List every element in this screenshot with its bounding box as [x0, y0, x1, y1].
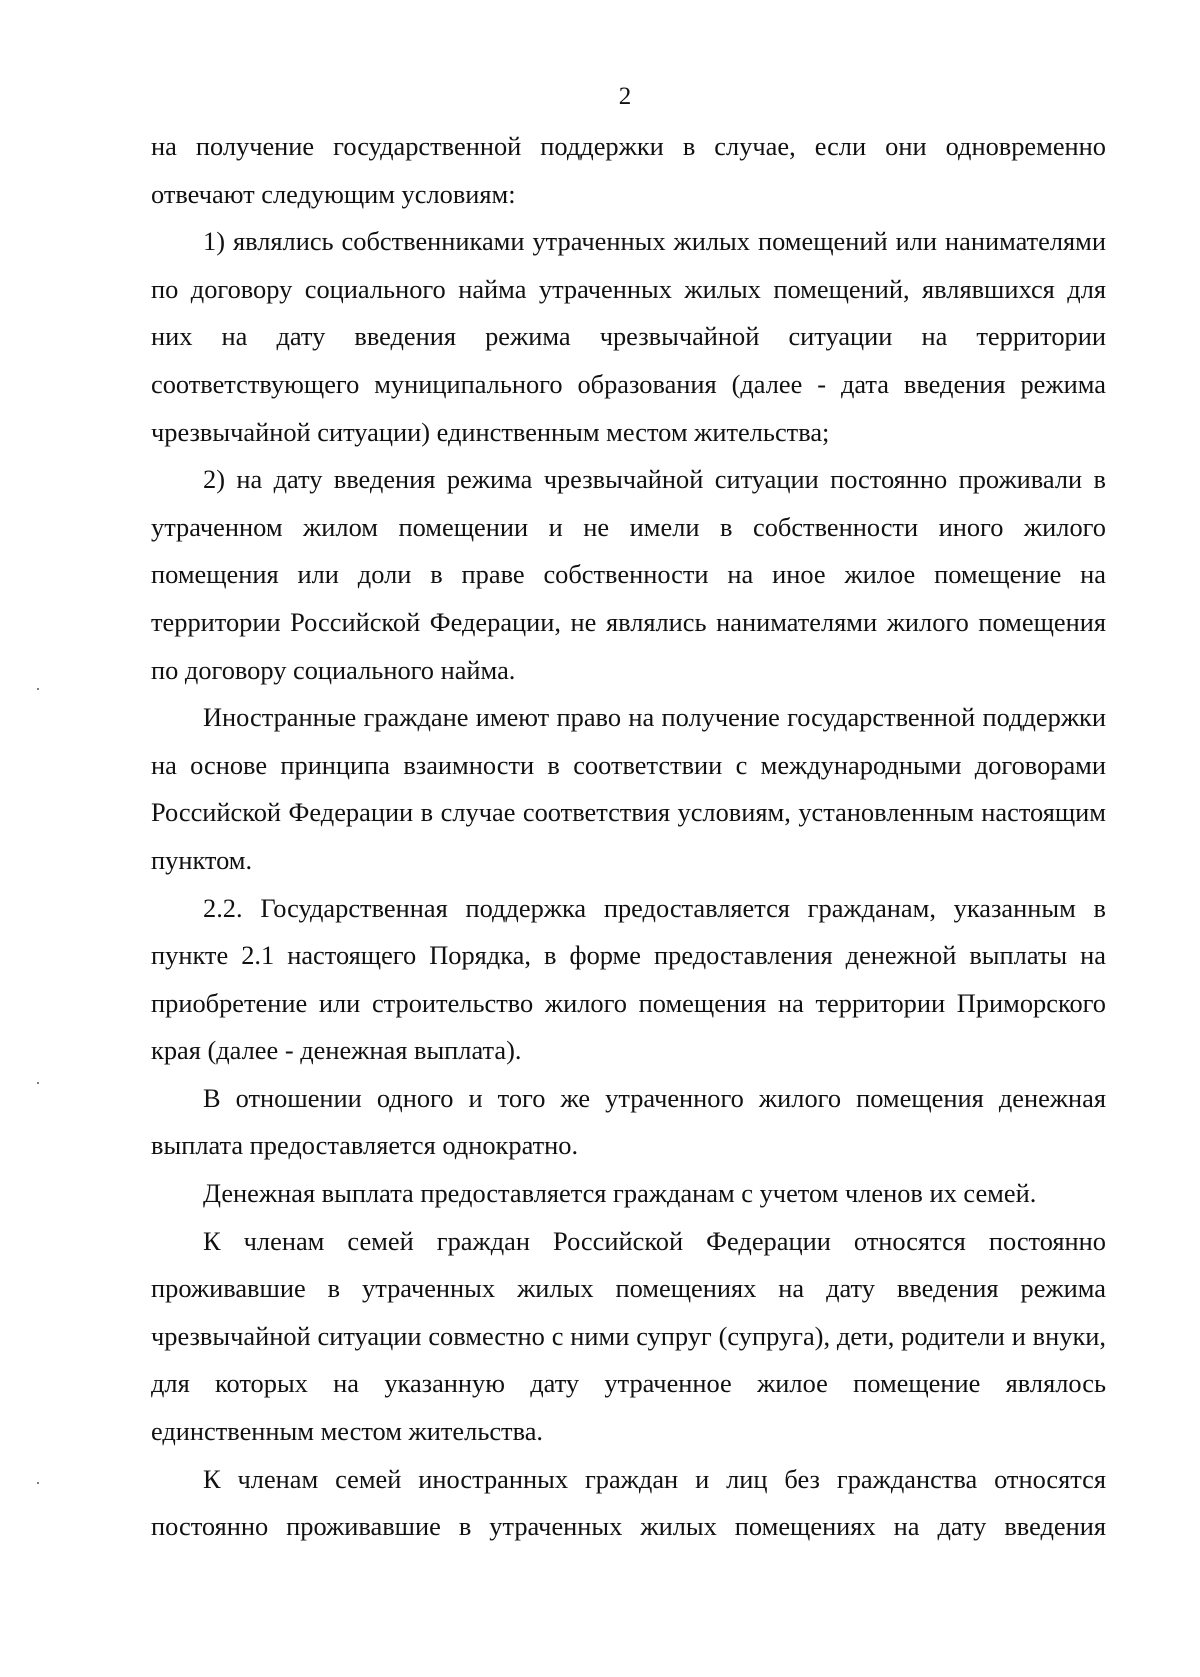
scan-artifact-dot: [37, 1082, 39, 1084]
paragraph-condition-1: 1) являлись собственниками утраченных жилых помещений или нанимателями по договору социального найма утраченных жилых помещений, являвшихся для них на дату введения режима чрезвычайной ситуации на территории соответствующего муниципального образования (далее - дата введения режима чрезвычайной ситуации) единственным местом жительства;: [151, 226, 1106, 447]
scan-artifact-dot: [37, 688, 39, 690]
paragraph-continuation: на получение государственной поддержки в случае, если они одновременно отвечают следующим условиям:: [151, 131, 1106, 209]
paragraph-foreign-family: К членам семей иностранных граждан и лиц без гражданства относятся постоянно проживавшие в утраченных жилых помещениях на дату введения: [151, 1463, 1106, 1542]
paragraph-russian-family: К членам семей граждан Российской Федерации относятся постоянно проживавшие в утраченных жилых помещениях на дату введения режима чрезвычайной ситуации совместно с ними супруг (супруга), дети, родители и внуки, для которых на указанную дату утраченное жилое помещение являлось единственным местом жительства.: [151, 1225, 1106, 1447]
document-body: [151, 123, 1106, 1551]
paragraph-foreign-citizens: Иностранные граждане имеют право на получение государственной поддержки на основе принципа взаимности в соответствии с международными договорами Российской Федерации в случае соответствия условиям, установленным настоящим пунктом.: [151, 702, 1106, 875]
paragraph-one-time-payment: В отношении одного и того же утраченного жилого помещения денежная выплата предоставляется однократно.: [151, 1082, 1106, 1161]
scan-artifact-dot: [37, 1482, 39, 1484]
page-number: 2: [618, 83, 632, 110]
paragraph-family-members: Денежная выплата предоставляется гражданам с учетом членов их семей.: [203, 1178, 1037, 1209]
paragraph-2-2: 2.2. Государственная поддержка предоставляется гражданам, указанным в пункте 2.1 настоящего Порядка, в форме предоставления денежной выплаты на приобретение или строительство жилого помещения на территории Приморского края (далее - денежная выплата).: [151, 892, 1106, 1066]
paragraph-condition-2: 2) на дату введения режима чрезвычайной ситуации постоянно проживали в утраченном жилом помещении и не имели в собственности иного жилого помещения или доли в праве собственности на иное жилое помещение на территории Российской Федерации, не являлись нанимателями жилого помещения по договору социального найма.: [151, 464, 1106, 685]
